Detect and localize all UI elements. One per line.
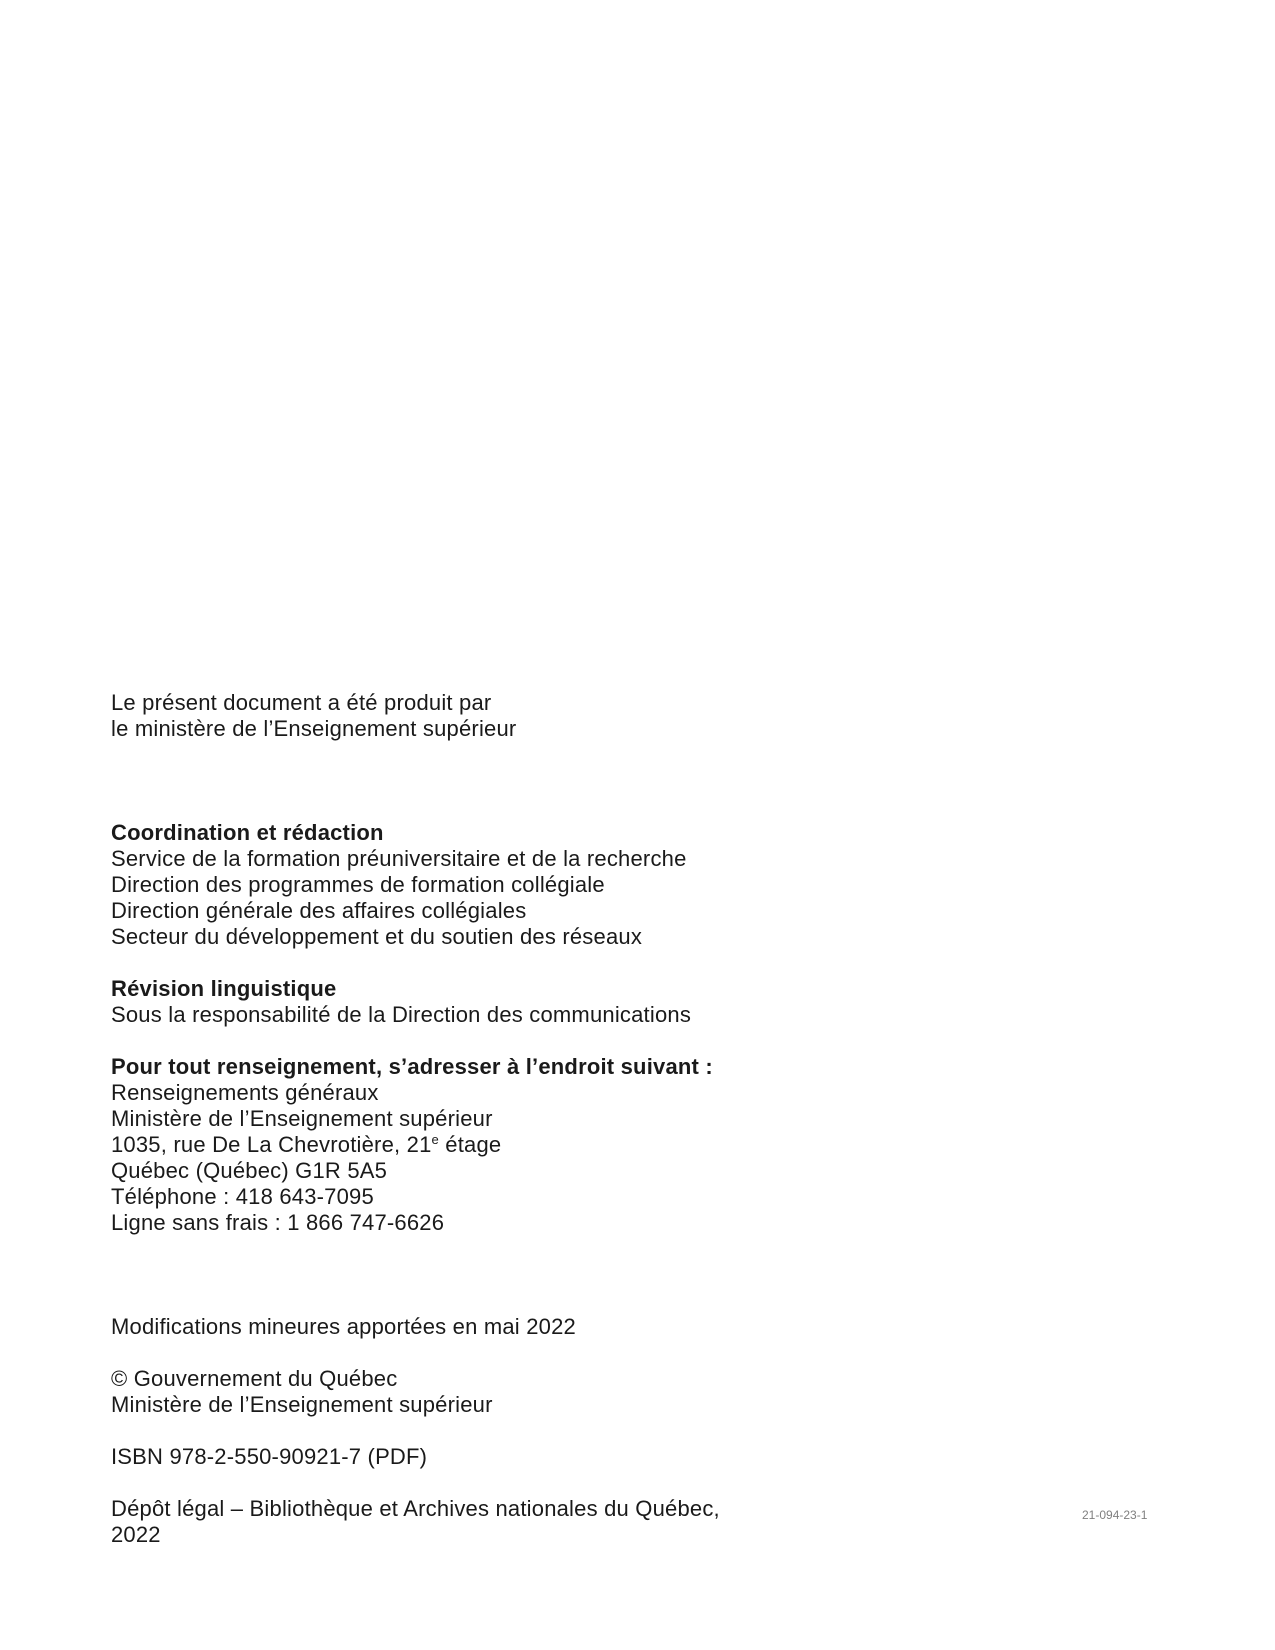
address-superscript: e <box>431 1132 439 1147</box>
coordination-line-2: Direction des programmes de formation collégiale <box>111 872 605 897</box>
spacer <box>111 1340 831 1366</box>
spacer <box>111 1028 831 1054</box>
modifications-note: Modifications mineures apportées en mai 2022 <box>111 1314 576 1339</box>
legal-deposit-line-2: 2022 <box>111 1522 161 1547</box>
revision-heading: Révision linguistique <box>111 976 337 1001</box>
spacer <box>111 950 831 976</box>
spacer <box>111 1418 831 1444</box>
spacer <box>111 1470 831 1496</box>
legal-deposit-line-1: Dépôt légal – Bibliothèque et Archives nationales du Québec, <box>111 1496 720 1521</box>
contact-general: Renseignements généraux <box>111 1080 379 1105</box>
revision-line: Sous la responsabilité de la Direction des communications <box>111 1002 692 1027</box>
contact-phone: Téléphone : 418 643-7095 <box>111 1184 374 1209</box>
contact-heading: Pour tout renseignement, s’adresser à l’endroit suivant : <box>111 1054 713 1079</box>
contact-city: Québec (Québec) G1R 5A5 <box>111 1158 388 1183</box>
address-main: 1035, rue De La Chevrotière, 21 <box>111 1132 432 1157</box>
copyright-line-2: Ministère de l’Enseignement supérieur <box>111 1392 493 1417</box>
address-end: étage <box>438 1132 502 1157</box>
coordination-line-4: Secteur du développement et du soutien des réseaux <box>111 924 643 949</box>
isbn: ISBN 978-2-550-90921-7 (PDF) <box>111 1444 428 1469</box>
contact-ministry: Ministère de l’Enseignement supérieur <box>111 1106 493 1131</box>
coordination-line-3: Direction générale des affaires collégiales <box>111 898 527 923</box>
producer-line-2: le ministère de l’Enseignement supérieur <box>111 716 517 741</box>
contact-tollfree: Ligne sans frais : 1 866 747-6626 <box>111 1210 445 1235</box>
spacer <box>111 1236 831 1314</box>
copyright-line-1: © Gouvernement du Québec <box>111 1366 398 1391</box>
coordination-line-1: Service de la formation préuniversitaire et de la recherche <box>111 846 687 871</box>
producer-line-1: Le présent document a été produit par <box>111 690 492 715</box>
document-code: 21-094-23-1 <box>1082 1508 1148 1522</box>
colophon <box>111 690 831 1548</box>
contact-address <box>111 1132 831 1158</box>
spacer <box>111 742 831 820</box>
coordination-heading: Coordination et rédaction <box>111 820 384 845</box>
